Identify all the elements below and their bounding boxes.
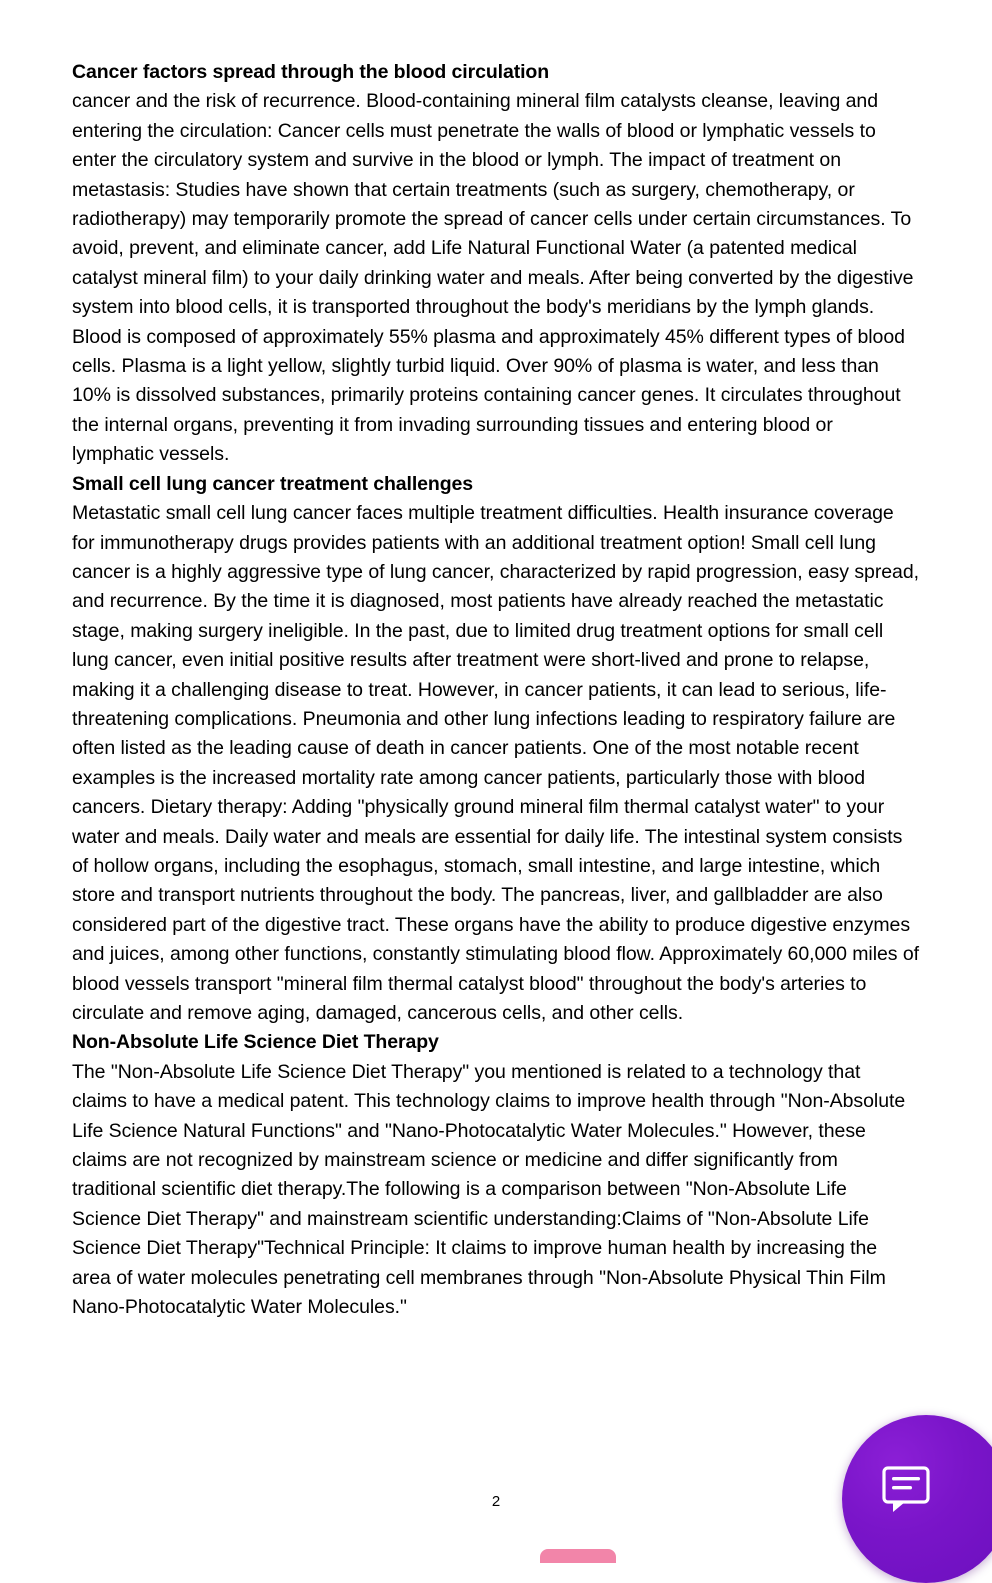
section-paragraph-1: cancer and the risk of recurrence. Blood-containing mineral film catalysts cleanse, leaving and entering the circulation: Cancer cells must penetrate the walls of blood or lymphatic vessels to enter the circulatory system and survive in the blood or lymph. The impact of treatment on metastasis: Studies have shown that certain treatments (such as surgery, chemotherapy, or radiotherapy) may temporarily promote the spread of cancer cells under certain circumstances. To avoid, prevent, and eliminate cancer, add Life Natural Functional Water (a patented medical catalyst mineral film) to your daily drinking water and meals. After being converted by the digestive system into blood cells, it is transported throughout the body's meridians by the lymph glands. Blood is composed of approximately 55% plasma and approximately 45% different types of blood cells. Plasma is a light yellow, slightly turbid liquid. Over 90% of plasma is water, and less than 10% is dissolved substances, primarily proteins containing cancer genes. It circulates throughout the internal organs, preventing it from invading surrounding tissues and entering blood or lymphatic vessels.: [72, 90, 914, 466]
chat-bubble-icon: [881, 1465, 943, 1521]
section-heading-3: Non-Absolute Life Science Diet Therapy: [72, 1031, 439, 1054]
chat-widget-button[interactable]: [842, 1415, 992, 1583]
decorative-tab: [540, 1549, 616, 1563]
section-heading-2: Small cell lung cancer treatment challenges: [72, 472, 474, 495]
section-heading-1: Cancer factors spread through the blood circulation: [72, 61, 550, 83]
document-body: [72, 58, 920, 1322]
section-paragraph-3: The "Non-Absolute Life Science Diet Therapy" you mentioned is related to a technology that claims to have a medical patent. This technology claims to improve health through "Non-Absolute Life Science Natural Functions" and "Nano-Photocatalytic Water Molecules." However, these claims are not recognized by mainstream science or medicine and differ significantly from traditional scientific diet therapy.The following is a comparison between "Non-Absolute Life Science Diet Therapy" and mainstream scientific understanding:Claims of "Non-Absolute Life Science Diet Therapy"Technical Principle: It claims to improve human health by increasing the area of water molecules penetrating cell membranes through "Non-Absolute Physical Thin Film Nano-Photocatalytic Water Molecules.": [72, 1060, 906, 1319]
page-number: 2: [491, 1493, 501, 1510]
section-paragraph-2: Metastatic small cell lung cancer faces multiple treatment difficulties. Health insurance coverage for immunotherapy drugs provides patients with an additional treatment option! Small cell lung cancer is a highly aggressive type of lung cancer, characterized by rapid progression, easy spread, and recurrence. By the time it is diagnosed, most patients have already reached the metastatic stage, making surgery ineligible. In the past, due to limited drug treatment options for small cell lung cancer, even initial positive results after treatment were short-lived and prone to relapse, making it a challenging disease to treat. However, in cancer patients, it can lead to serious, life-threatening complications. Pneumonia and other lung infections leading to respiratory failure are often listed as the leading cause of death in cancer patients. One of the most notable recent examples is the increased mortality rate among cancer patients, particularly those with blood cancers. Dietary therapy: Adding "physically ground mineral film thermal catalyst water" to your water and meals. Daily water and meals are essential for daily life. The intestinal system consists of hollow organs, including the esophagus, stomach, small intestine, and large intestine, which store and transport nutrients throughout the body. The pancreas, liver, and gallbladder are also considered part of the digestive tract. These organs have the ability to produce digestive enzymes and juices, among other functions, constantly stimulating blood flow. Approximately 60,000 miles of blood vessels transport "mineral film thermal catalyst blood" throughout the body's arteries to circulate and remove aging, damaged, cancerous cells, and other cells.: [72, 502, 920, 1024]
